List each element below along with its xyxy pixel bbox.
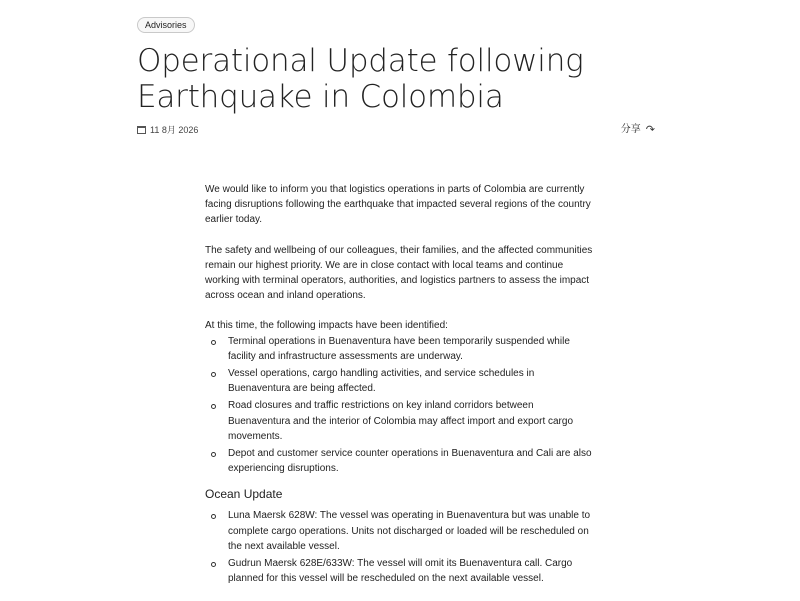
- bullet-icon: [211, 404, 216, 409]
- share-icon: ↷: [645, 124, 655, 136]
- list-item-text: Vessel operations, cargo handling activities, and service schedules in Buenaventura are being affected.: [228, 368, 535, 395]
- list-item: [205, 398, 597, 444]
- ocean-update-list: [205, 508, 597, 586]
- share-label: 分享: [620, 124, 641, 135]
- bullet-icon: [211, 452, 216, 457]
- list-item-text: Depot and customer service counter operations in Buenaventura and Cali are also experiencing disruptions.: [228, 448, 592, 475]
- list-item-text: Gudrun Maersk 628E/633W: The vessel will omit its Buenaventura call. Cargo planned for this vessel will be rescheduled on the next available vessel.: [228, 558, 573, 585]
- article-body: [205, 182, 597, 596]
- publish-date: [137, 124, 198, 136]
- intro-paragraph: We would like to inform you that logistics operations in parts of Colombia are currently facing disruptions following the earthquake that impacted several regions of the country earlier today.: [205, 184, 591, 226]
- category-tag[interactable]: Advisories: [137, 17, 195, 33]
- list-item: [205, 366, 597, 396]
- article-meta: [137, 124, 657, 138]
- impacts-list: [205, 334, 597, 477]
- list-item: [205, 556, 597, 586]
- bullet-icon: [211, 562, 216, 567]
- share-button[interactable]: [621, 124, 655, 136]
- article-header: [137, 15, 657, 115]
- ocean-update-heading: Ocean Update: [205, 487, 283, 502]
- impacts-intro: At this time, the following impacts have been identified:: [205, 320, 448, 332]
- bullet-icon: [211, 340, 216, 345]
- list-item: [205, 334, 597, 364]
- list-item-text: Road closures and traffic restrictions on key inland corridors between Buenaventura and the interior of Colombia may affect import and export cargo movements.: [228, 400, 574, 442]
- calendar-icon: [137, 126, 146, 134]
- priority-paragraph: The safety and wellbeing of our colleagues, their families, and the affected communities remain our highest priority. We are in close contact with local teams and continue working with terminal operators, authorities, and logistics partners to assess the impact across ocean and inland operations.: [205, 244, 593, 302]
- bullet-icon: [211, 372, 216, 377]
- list-item-text: Terminal operations in Buenaventura have been temporarily suspended while facility and infrastructure assessments are underway.: [228, 335, 570, 362]
- list-item-text: Luna Maersk 628W: The vessel was operating in Buenaventura but was unable to complete cargo operations. Units not discharged or loaded will be rescheduled on the next available vessel.: [228, 510, 591, 552]
- list-item: [205, 508, 597, 554]
- bullet-icon: [211, 514, 216, 519]
- page-title: Operational Update following Earthquake in Colombia: [137, 43, 584, 115]
- publish-date-text: 11 8月 2026: [150, 125, 199, 135]
- list-item: [205, 446, 597, 476]
